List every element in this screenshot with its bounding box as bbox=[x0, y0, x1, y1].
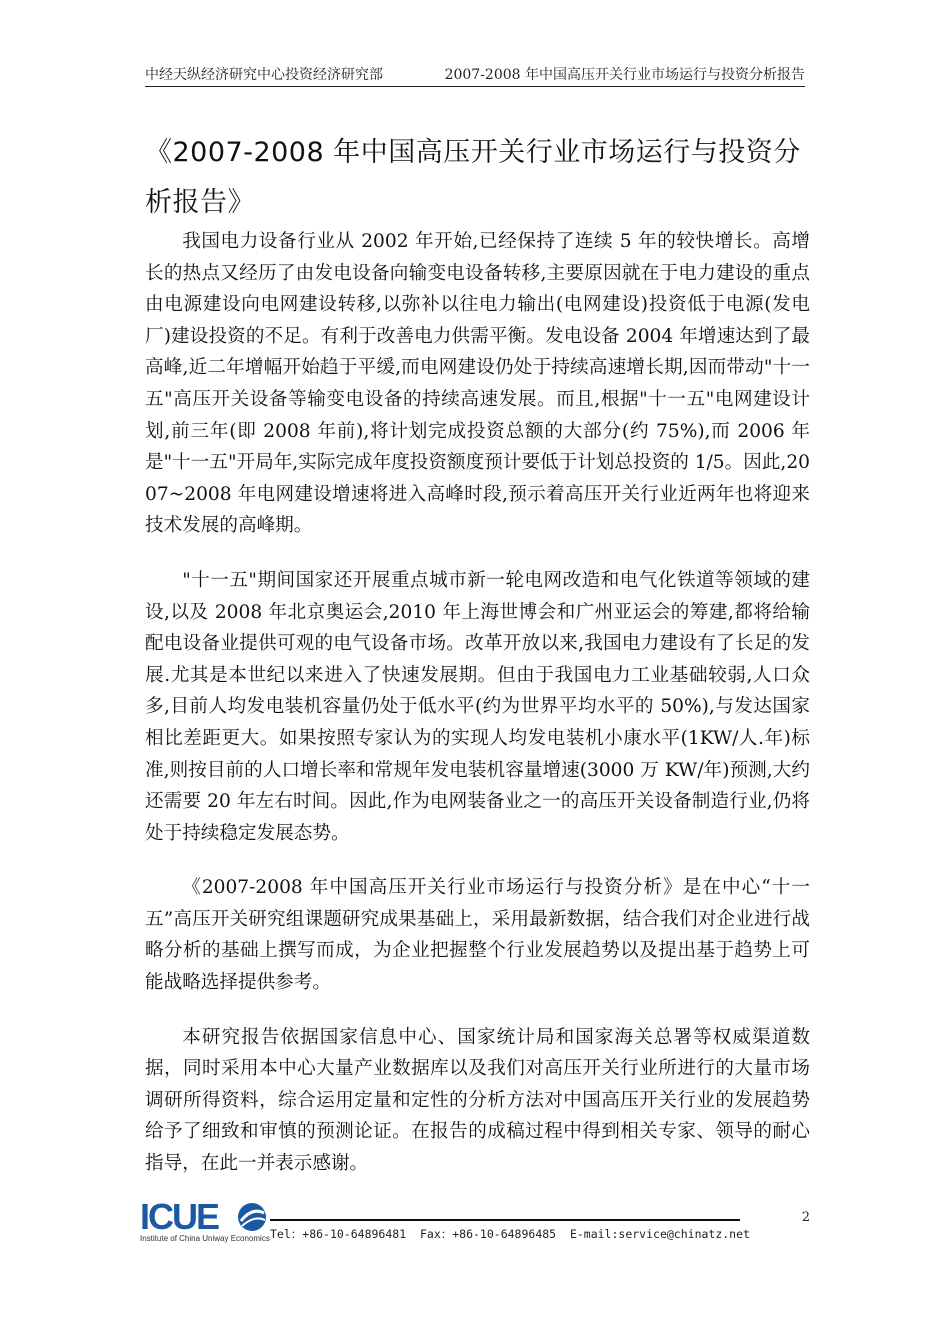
logo-subtitle: Institute of China Uniway Economics bbox=[140, 1234, 270, 1243]
logo-text: ICUE bbox=[140, 1196, 219, 1237]
header-report-title: 2007-2008 年中国高压开关行业市场运行与投资分析报告 bbox=[444, 67, 805, 83]
page-number: 2 bbox=[801, 1210, 810, 1225]
contact-info: Tel：+86-10-64896481 Fax：+86-10-64896485 E-mail:service@chinatz.net bbox=[270, 1227, 750, 1241]
paragraph: 本研究报告依据国家信息中心、国家统计局和国家海关总署等权威渠道数据，同时采用本中心大量产业数据库以及我们对高压开关行业所进行的大量市场调研所得资料，综合运用定量和定性的分析方法对中国高压开关行业的发展趋势给予了细致和审慎的预测论证。在报告的成稿过程中得到相关专家、领导的耐心指导，在此一并表示感谢。 bbox=[145, 1026, 810, 1175]
paragraph: 《2007-2008 年中国高压开关行业市场运行与投资分析》是在中心“十一五”高压开关研究组课题研究成果基础上，采用最新数据，结合我们对企业进行战略分析的基础上撰写而成，为企业把握整个行业发展趋势以及提出基于趋势上可能战略选择提供参考。 bbox=[145, 877, 810, 994]
icue-logo bbox=[140, 1198, 268, 1248]
header-organization: 中经天纵经济研究中心投资经济研究部 bbox=[145, 67, 383, 83]
footer-divider bbox=[270, 1219, 740, 1221]
page-footer bbox=[140, 1198, 810, 1258]
globe-icon bbox=[236, 1201, 268, 1233]
document-body bbox=[145, 226, 810, 1203]
document-title: 《2007-2008 年中国高压开关行业市场运行与投资分析报告》 bbox=[145, 137, 801, 218]
paragraph: "十一五"期间国家还开展重点城市新一轮电网改造和电气化铁道等领域的建设,以及 2008 年北京奥运会,2010 年上海世博会和广州亚运会的筹建,都将给输配电设备业提供可观的电气设备市场。改革开放以来,我国电力建设有了长足的发展.尤其是本世纪以来进入了快速发展期。但由于我国电力工业基础较弱,人口众多,目前人均发电装机容量仍处于低水平(约为世界平均水平的 50%),与发达国家相比差距更大。如果按照专家认为的实现人均发电装机小康水平(1KW/人.年)标准,则按目前的人口增长率和常规年发电装机容量增速(3000 万 KW/年)预测,大约还需要 20 年左右时间。因此,作为电网装备业之一的高压开关设备制造行业,仍将处于持续稳定发展态势。 bbox=[145, 569, 810, 844]
page-header bbox=[145, 64, 805, 87]
paragraph: 我国电力设备行业从 2002 年开始,已经保持了连续 5 年的较快增长。高增长的热点又经历了由发电设备向输变电设备转移,主要原因就在于电力建设的重点由电源建设向电网建设转移,以弥补以往电力输出(电网建设)投资低于电源(发电厂)建设投资的不足。有利于改善电力供需平衡。发电设备 2004 年增速达到了最高峰,近二年增幅开始趋于平缓,而电网建设仍处于持续高速增长期,因而带动"十一五"高压开关设备等输变电设备的持续高速发展。而且,根据"十一五"电网建设计划,前三年(即 2008 年前),将计划完成投资总额的大部分(约 75%),而 2006 年是"十一五"开局年,实际完成年度投资额度预计要低于计划总投资的 1/5。因此,2007~2008 年电网建设增速将进入高峰时段,预示着高压开关行业近两年也将迎来技术发展的高峰期。 bbox=[145, 231, 810, 537]
